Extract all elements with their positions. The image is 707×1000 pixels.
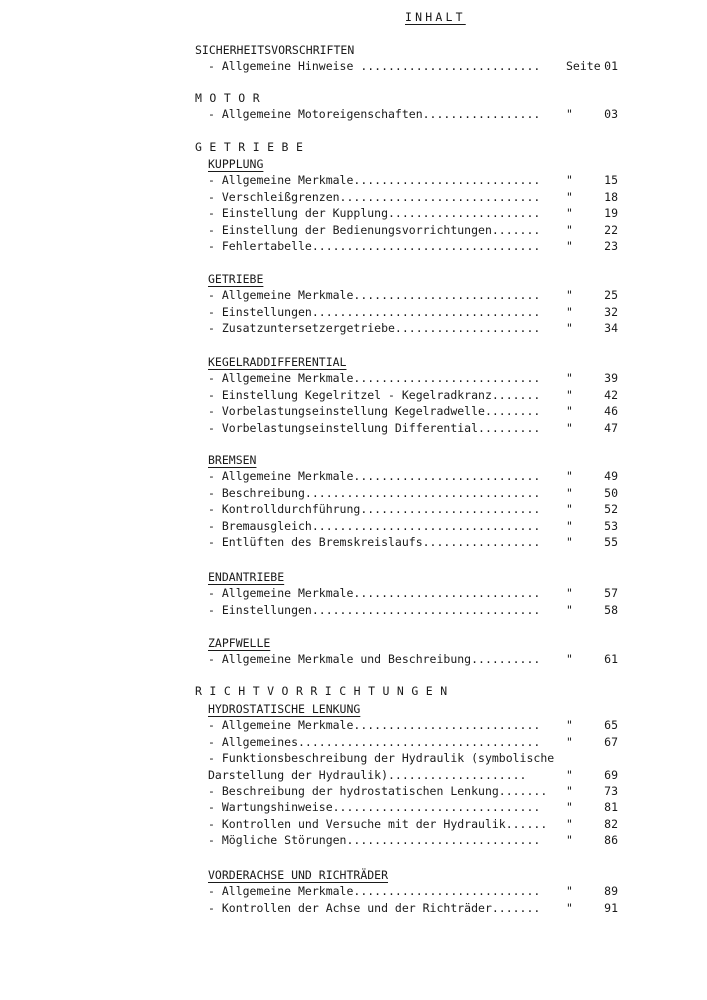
entry-title: - Vorbelastungseinstellung Kegelradwelle........	[208, 404, 541, 419]
entry-title: - Entlüften des Bremskreislaufs.................	[208, 535, 541, 549]
toc-entry	[208, 751, 618, 766]
entry-title: - Vorbelastungseinstellung Differential.........	[208, 420, 541, 435]
entry-page-marker: "	[566, 734, 573, 749]
entry-page-number: 39	[604, 371, 618, 386]
entry-page-marker: "	[566, 173, 573, 188]
toc-entry	[208, 833, 618, 848]
entry-page-number: 49	[604, 469, 618, 484]
entry-page-marker: "	[566, 884, 573, 899]
entry-page-number: 81	[604, 800, 618, 815]
entry-title: - Wartungshinweise..............................	[208, 800, 541, 815]
entry-page-marker: "	[566, 652, 573, 667]
section-heading: SICHERHEITSVORSCHRIFTEN	[195, 43, 355, 57]
toc-entry	[208, 404, 618, 419]
entry-title: - Verschleißgrenzen.............................	[208, 189, 541, 204]
entry-title: - Allgemeine Merkmale...........................	[208, 884, 541, 899]
subsection-heading: VORDERACHSE UND RICHTRÄDER	[208, 868, 389, 882]
toc-entry	[208, 502, 618, 517]
entry-page-marker: "	[566, 535, 573, 549]
entry-page-marker: "	[566, 900, 573, 915]
toc-entry	[208, 239, 618, 254]
toc-entry	[208, 884, 618, 899]
entry-title: - Einstellungen.................................	[208, 602, 541, 617]
entry-page-number: 89	[604, 884, 618, 899]
entry-title: - Allgemeine Merkmale...........................	[208, 371, 541, 386]
subsection-heading: ENDANTRIEBE	[208, 570, 285, 584]
toc-entry	[208, 519, 618, 534]
toc-entry	[208, 305, 618, 320]
entry-title: - Allgemeine Motoreigenschaften.................	[208, 107, 541, 122]
entry-title: - Allgemeines...................................	[208, 734, 541, 749]
entry-page-marker: "	[566, 784, 573, 798]
entry-page-number: 73	[604, 784, 618, 798]
toc-entry	[208, 388, 618, 403]
toc-entry	[208, 321, 618, 336]
toc-entry	[208, 190, 618, 205]
entry-page-number: 50	[604, 485, 618, 500]
entry-page-number: 57	[604, 586, 618, 601]
entry-page-marker: "	[566, 304, 573, 319]
entry-page-marker: "	[566, 371, 573, 386]
subsection-heading: KUPPLUNG	[208, 157, 264, 171]
entry-page-marker: "	[566, 833, 573, 848]
entry-page-marker: "	[566, 420, 573, 435]
entry-page-marker: "	[566, 586, 573, 601]
entry-page-number: 25	[604, 288, 618, 303]
entry-page-marker: "	[566, 222, 573, 237]
entry-page-marker: "	[566, 288, 573, 303]
entry-page-number: 18	[604, 189, 618, 204]
toc-entry	[208, 288, 618, 303]
entry-title: - Kontrollen der Achse und der Richträder.......	[208, 900, 541, 915]
entry-page-number: 23	[604, 239, 618, 253]
toc-entry	[208, 173, 618, 188]
entry-title: - Funktionsbeschreibung der Hydraulik (symbolische	[208, 751, 555, 766]
subsection-heading: HYDROSTATISCHE LENKUNG	[208, 702, 361, 716]
subsection-heading: ZAPFWELLE	[208, 636, 271, 650]
entry-page-marker: "	[566, 387, 573, 402]
toc-entry	[208, 652, 618, 667]
entry-page-marker: "	[566, 602, 573, 617]
toc-entry	[208, 486, 618, 501]
toc-entry	[208, 901, 618, 916]
entry-page-marker: "	[566, 321, 573, 336]
toc-entry	[208, 206, 618, 221]
entry-page-number: 69	[604, 767, 618, 782]
entry-page-number: 55	[604, 535, 618, 549]
entry-title: - Allgemeine Merkmale...........................	[208, 173, 541, 188]
entry-page-number: 42	[604, 387, 618, 402]
entry-page-marker: "	[566, 800, 573, 815]
entry-page-number: 15	[604, 173, 618, 188]
entry-page-marker: "	[566, 239, 573, 253]
entry-page-marker: "	[566, 189, 573, 204]
entry-page-marker: Seite	[566, 59, 601, 74]
section-heading: RICHTVORRICHTUNGEN	[195, 684, 455, 698]
toc-entry	[208, 469, 618, 484]
entry-page-number: 53	[604, 518, 618, 533]
entry-page-number: 03	[604, 107, 618, 122]
entry-page-number: 86	[604, 833, 618, 848]
entry-title: - Allgemeine Merkmale...........................	[208, 718, 541, 733]
entry-page-number: 19	[604, 206, 618, 221]
entry-title: - Einstellung der Kupplung......................	[208, 206, 541, 221]
toc-entry	[208, 535, 618, 550]
entry-page-marker: "	[566, 485, 573, 500]
entry-page-marker: "	[566, 502, 573, 517]
entry-page-number: 01	[604, 59, 618, 74]
entry-title: Darstellung der Hydraulik)....................	[208, 767, 527, 782]
entry-title: - Allgemeine Merkmale...........................	[208, 288, 541, 303]
entry-page-marker: "	[566, 469, 573, 484]
entry-title: - Allgemeine Merkmale...........................	[208, 469, 541, 484]
entry-title: - Zusatzuntersetzergetriebe.....................	[208, 321, 541, 336]
entry-title: - Bremausgleich.................................	[208, 518, 541, 533]
entry-page-number: 82	[604, 816, 618, 831]
toc-entry	[208, 817, 618, 832]
entry-page-number: 32	[604, 304, 618, 319]
toc-entry	[208, 718, 618, 733]
entry-page-number: 67	[604, 734, 618, 749]
toc-entry	[208, 371, 618, 386]
entry-title: - Kontrolldurchführung..........................	[208, 502, 541, 517]
toc-entry	[208, 59, 618, 74]
toc-entry	[208, 784, 618, 799]
toc-entry	[208, 586, 618, 601]
toc-entry	[208, 735, 618, 750]
entry-title: - Einstellungen.................................	[208, 304, 541, 319]
subsection-heading: GETRIEBE	[208, 272, 264, 286]
entry-title: - Allgemeine Merkmale...........................	[208, 586, 541, 601]
entry-page-marker: "	[566, 767, 573, 782]
entry-title: - Einstellung Kegelritzel - Kegelradkranz.......	[208, 387, 541, 402]
entry-page-marker: "	[566, 404, 573, 419]
entry-title: - Beschreibung..................................	[208, 485, 541, 500]
entry-title: - Allgemeine Merkmale und Beschreibung..........	[208, 652, 541, 667]
entry-title: - Allgemeine Hinweise ..........................	[208, 59, 541, 74]
page-title: INHALT	[405, 10, 466, 24]
toc-entry	[208, 107, 618, 122]
section-heading: MOTOR	[195, 91, 268, 105]
toc-entry	[208, 603, 618, 618]
subsection-heading: BREMSEN	[208, 453, 257, 467]
entry-page-number: 47	[604, 420, 618, 435]
entry-page-number: 22	[604, 222, 618, 237]
entry-page-number: 65	[604, 718, 618, 733]
entry-page-number: 52	[604, 502, 618, 517]
subsection-heading: KEGELRADDIFFERENTIAL	[208, 355, 347, 369]
entry-page-number: 34	[604, 321, 618, 336]
section-heading: GETRIEBE	[195, 140, 311, 154]
entry-page-number: 61	[604, 652, 618, 667]
entry-page-marker: "	[566, 718, 573, 733]
entry-title: - Kontrollen und Versuche mit der Hydraulik......	[208, 816, 548, 831]
entry-title: - Beschreibung der hydrostatischen Lenkung.......	[208, 784, 548, 798]
entry-page-marker: "	[566, 518, 573, 533]
entry-page-marker: "	[566, 816, 573, 831]
toc-entry	[208, 800, 618, 815]
entry-page-number: 46	[604, 404, 618, 419]
entry-title: - Einstellung der Bedienungsvorrichtungen.......	[208, 222, 541, 237]
entry-title: - Mögliche Störungen............................	[208, 833, 541, 848]
toc-entry	[208, 223, 618, 238]
entry-page-number: 58	[604, 602, 618, 617]
toc-entry	[208, 421, 618, 436]
toc-entry	[208, 768, 618, 783]
entry-page-marker: "	[566, 107, 573, 122]
entry-page-marker: "	[566, 206, 573, 221]
entry-title: - Fehlertabelle.................................	[208, 239, 541, 253]
entry-page-number: 91	[604, 900, 618, 915]
